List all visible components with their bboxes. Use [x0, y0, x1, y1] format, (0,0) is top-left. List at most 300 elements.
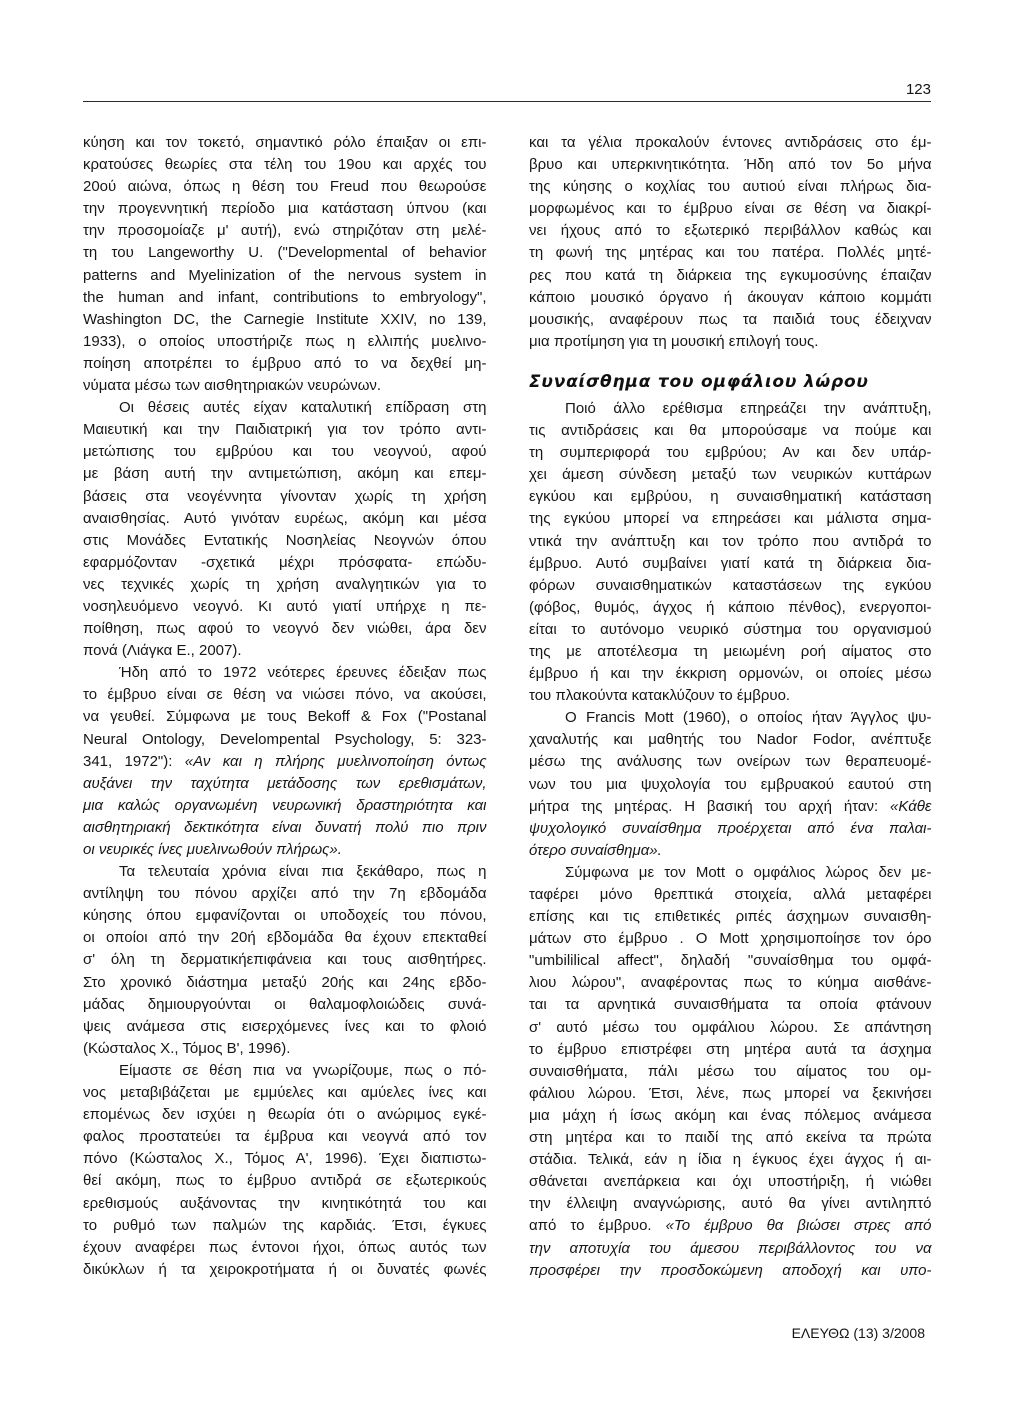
text-line [83, 331, 487, 353]
left-column [83, 132, 487, 1281]
paragraph [83, 132, 487, 397]
text-line [83, 1104, 487, 1126]
line-content [83, 795, 487, 817]
paragraph [529, 132, 932, 353]
text-run: 20ού αιώνα, όπως η θέση του Freud που θεωρούσε [83, 178, 487, 196]
line-content [83, 265, 487, 287]
text-line [83, 994, 487, 1016]
header-rule [83, 101, 931, 102]
line-content [83, 1215, 487, 1237]
line-content [83, 1082, 487, 1104]
text-line [529, 1083, 932, 1105]
text-line [83, 132, 487, 154]
text-line [529, 972, 932, 994]
text-line [529, 442, 932, 464]
text-line [83, 265, 487, 287]
text-run: νων του μια ψυχολογία του εμβρυακού εαυτού στη [529, 775, 932, 793]
text-line [529, 1193, 932, 1215]
text-line [83, 1126, 487, 1148]
text-line [83, 817, 487, 839]
line-content [529, 1149, 932, 1171]
text-line [529, 707, 932, 729]
line-content [529, 884, 932, 906]
text-line [529, 1017, 932, 1039]
line-content [83, 949, 487, 971]
line-content [83, 287, 487, 309]
text-line [529, 154, 932, 176]
text-line [83, 861, 487, 883]
line-content [83, 729, 487, 751]
text-line [83, 640, 487, 662]
text-run: με βάση αυτή την αντιμετώπιση, ακόμη και επεμ- [83, 465, 487, 483]
line-content [83, 972, 487, 994]
page-number: 123 [905, 81, 931, 98]
text-line [529, 994, 932, 1016]
text-run: Neural Ontology, Develompental Psychology, 5: 323- [83, 730, 487, 748]
text-line [529, 641, 932, 663]
text-run: στάδια. Τελικά, εάν η ίδια η έγκυος έχει άγχος ή αι- [529, 1151, 932, 1169]
text-line [529, 553, 932, 575]
line-content [529, 729, 932, 751]
text-run: Σύμφωνα με τον Mott ο ομφάλιος λώρος δεν με- [565, 863, 932, 881]
line-content [529, 242, 932, 264]
line-content [529, 287, 932, 309]
line-content [83, 419, 487, 441]
text-line [83, 242, 487, 264]
text-line [83, 1148, 487, 1170]
text-line [83, 1215, 487, 1237]
text-line [529, 774, 932, 796]
line-content [83, 530, 487, 552]
journal-issue-footer: ΕΛΕΥΘΩ (13) 3/2008 [791, 1325, 925, 1341]
text-run: κύησης όπου εμφανίζονται οι υποδοχείς του πόνου, [83, 907, 487, 925]
line-content [529, 132, 932, 154]
text-line [529, 220, 932, 242]
text-run: νει ήχους από το εξωτερικό περιβάλλον καθώς και [529, 222, 932, 240]
text-line [83, 508, 487, 530]
text-run: φόρων συναισθηματικών καταστάσεων της εγκύου [529, 576, 932, 594]
line-content [83, 883, 487, 905]
text-run: Είμαστε σε θέση πια να γνωρίζουμε, πως ο πό- [119, 1061, 487, 1079]
text-line [83, 353, 487, 375]
line-content [529, 1215, 932, 1237]
italic-text-run: ότερο συναίσθημα». [529, 841, 662, 859]
paragraph [83, 397, 487, 662]
line-content [529, 442, 932, 464]
text-run: Στο χρονικό διάστημα μεταξύ 20ής και 24ης εβδο- [83, 973, 487, 991]
line-content [529, 1193, 932, 1215]
line-content [83, 508, 487, 530]
line-content [529, 619, 932, 641]
text-line [83, 662, 487, 684]
text-run: (Κώσταλος Χ., Τόμος Β', 1996). [83, 1039, 291, 1057]
text-line [83, 773, 487, 795]
text-run: ψεις ανάμεσα στις εισερχόμενες ίνες και το φλοιό [83, 1017, 487, 1035]
text-run: "umbililical affect", δηλαδή "συναίσθημα του ομφά- [529, 952, 932, 970]
text-run: ερεθισμούς αυξάνοντας την κινητικότητά του και [83, 1194, 487, 1212]
line-content [83, 751, 487, 773]
text-line [83, 1170, 487, 1192]
line-content [83, 1237, 487, 1259]
italic-text-run: μια καλώς οργανωμένη νευρωνική δραστηριότητα και [83, 796, 487, 814]
line-content [83, 375, 381, 397]
text-line [83, 309, 487, 331]
line-content [83, 1170, 487, 1192]
text-line [529, 950, 932, 972]
text-line [83, 972, 487, 994]
text-run: δικύκλων ή τα χειροκροτήματα ή οι δυνατές φωνές [83, 1260, 487, 1278]
line-content [83, 309, 487, 331]
line-content [83, 353, 487, 375]
text-run: λιου λώρου", αναφέροντας πως το κύημα αισθάνε- [529, 974, 932, 992]
text-run: Τα τελευταία χρόνια είναι πια ξεκάθαρο, πως η [119, 863, 487, 881]
text-line [529, 508, 932, 530]
text-line [529, 1171, 932, 1193]
text-run: Μαιευτική και την Παιδιατρική για τον τρόπο αντι- [83, 421, 487, 439]
italic-text-run: την αποτυχία του άμεσου περιβάλλοντος του να [529, 1239, 932, 1257]
text-line [83, 198, 487, 220]
text-line [529, 1061, 932, 1083]
text-run: νύματα μέσω των αισθητηριακών νευρώνων. [83, 377, 382, 395]
text-run: επίσης και τις επιθετικές ριπές άσχημων συναισθη- [529, 908, 932, 926]
text-run: μια προτίμηση για τη μουσική επιλογή τους. [529, 332, 819, 350]
text-line [83, 176, 487, 198]
text-run: βρυο και υπερκινητικότητα. Ήδη από τον 5ο μήνα [529, 156, 932, 174]
text-line [83, 154, 487, 176]
line-content [83, 618, 487, 640]
line-content [529, 1171, 932, 1193]
text-run: του πλακούντα κατακλύζουν το έμβρυο. [529, 687, 791, 705]
line-content [83, 132, 487, 154]
text-run: έμβρυο. Αυτό συμβαίνει γιατί κατά τη διάρκεια δια- [529, 554, 932, 572]
italic-text-run: προσφέρει την προσδοκώμενη αποδοχή και υπο- [529, 1261, 932, 1279]
text-line [529, 575, 932, 597]
line-content [83, 1193, 487, 1215]
text-line [83, 1237, 487, 1259]
line-content [83, 817, 487, 839]
text-line [83, 751, 487, 773]
text-line [83, 463, 487, 485]
text-line [83, 729, 487, 751]
text-run: Ποιό άλλο ερέθισμα επηρεάζει την ανάπτυξη, [565, 399, 932, 417]
line-content [83, 684, 487, 706]
italic-text-run: «Αν και η πλήρης μυελινοποίηση όντως [184, 752, 487, 770]
text-run: της με αποτέλεσμα τη μειωμένη ροή αίματος στο [529, 642, 932, 660]
line-content [529, 508, 932, 530]
line-content [529, 751, 932, 773]
line-content [119, 662, 487, 684]
line-content [83, 706, 487, 728]
text-run: από το έμβρυο. [529, 1217, 666, 1235]
line-content [83, 154, 487, 176]
text-run: μάτων στο έμβρυο . Ο Mott χρησιμοποίησε τον όρο [529, 930, 932, 948]
line-content [529, 154, 932, 176]
line-content [83, 463, 487, 485]
text-run: 341, 1972"): [83, 752, 185, 770]
line-content [529, 685, 790, 707]
line-content [83, 1104, 487, 1126]
text-run: κάποιο μουσικό όργανο ή άκουγαν κάποιο κομμάτι [529, 288, 932, 306]
paragraph [529, 398, 932, 707]
line-content [119, 1060, 487, 1082]
text-run: the human and infant, contributions to embryology", [83, 288, 487, 306]
line-content [83, 486, 487, 508]
text-run: ποίηση αποτρέπει το έμβρυο από το να δεχθεί μη- [83, 354, 487, 372]
text-run: στις Μονάδες Εντατικής Νοσηλείας Νεογνών όπου [83, 531, 487, 549]
line-content [83, 1148, 487, 1170]
line-content [83, 905, 487, 927]
text-line [529, 486, 932, 508]
text-run: της κύησης ο κοχλίας του αυτιού είναι πλήρως δια- [529, 178, 932, 196]
text-line [83, 596, 487, 618]
italic-text-run: «Κάθε [890, 797, 932, 815]
text-line [529, 198, 932, 220]
text-line [529, 1215, 932, 1237]
line-content [83, 994, 487, 1016]
line-content [529, 950, 932, 972]
line-content [565, 398, 932, 420]
line-content [529, 220, 932, 242]
text-line [83, 1259, 487, 1281]
text-line [529, 928, 932, 950]
line-content [83, 441, 487, 463]
text-run: φαλος προστατεύει τα έμβρυα και νεογνά από τον [83, 1128, 487, 1146]
text-line [529, 862, 932, 884]
line-content [83, 1126, 487, 1148]
text-line [83, 1082, 487, 1104]
section-heading: Συναίσθημα του ομφάλιου λώρου [529, 371, 869, 392]
text-run: πονά (Λιάγκα Ε., 2007). [83, 642, 242, 660]
text-line [83, 905, 487, 927]
text-run: εγκύου και εμβρύου, η συναισθηματική κατάσταση [529, 488, 932, 506]
text-line [83, 530, 487, 552]
line-content [529, 553, 932, 575]
line-content [529, 486, 932, 508]
line-content [529, 1260, 932, 1282]
text-run: εφαρμόζονταν -σχετικά μέχρι πρόσφατα- επώδυ- [83, 553, 487, 571]
line-content [529, 575, 932, 597]
text-line [83, 419, 487, 441]
line-content [83, 1016, 487, 1038]
text-run: την έλλειψη αναγνώρισης, αυτό θα γίνει αντιληπτό [529, 1195, 932, 1213]
text-line [529, 619, 932, 641]
text-line [529, 176, 932, 198]
text-line [83, 1016, 487, 1038]
line-content [529, 597, 932, 619]
text-line [529, 818, 932, 840]
text-run: χει άμεση σύνδεση μεταξύ των νευρικών κυττάρων [529, 466, 932, 484]
text-run: νος μεταβιβάζεται με εμμύελες και αμύελες ίνες και [83, 1084, 487, 1102]
text-run: βάσεις στα νεογέννητα γίνονταν χωρίς τη χρήση [83, 487, 487, 505]
italic-text-run: αισθητηριακή δεκτικότητα είναι δυνατή πολύ πιο πριν [83, 818, 487, 836]
text-run: νοσηλευόμενο νεογνό. Κι αυτό γιατί υπήρχε η πε- [83, 597, 487, 615]
text-line [83, 927, 487, 949]
line-content [83, 1259, 487, 1281]
line-content [83, 242, 487, 264]
text-line [83, 1038, 487, 1060]
text-line [529, 1105, 932, 1127]
line-content [83, 1038, 290, 1060]
text-run: Washington DC, the Carnegie Institute XXIV, no 139, [83, 310, 487, 328]
line-content [529, 1017, 932, 1039]
text-line [529, 132, 932, 154]
line-content [529, 1083, 932, 1105]
line-content [565, 862, 932, 884]
text-run: θεί ακόμη, πως το έμβρυο αντιδρά σε εξωτερικούς [83, 1172, 487, 1190]
text-run: πόνο (Κώσταλος Χ., Τόμος Α', 1996). Έχει διαπιστω- [83, 1150, 487, 1168]
line-content [529, 176, 932, 198]
line-content [529, 1105, 932, 1127]
text-run: μουσικής, αναφέρουν πως τα παιδιά τους έδειχναν [529, 310, 932, 328]
paragraph [83, 662, 487, 861]
text-run: της εγκύου μπορεί να επηρεάσει και μάλιστα σημα- [529, 510, 932, 528]
text-line [529, 420, 932, 442]
line-content [83, 640, 242, 662]
text-run: μια μάχη ή ίσως ακόμη και ένας πόλεμος ανάμεσα [529, 1106, 932, 1124]
text-line [529, 796, 932, 818]
text-run: τη φωνή της μητέρας και του πατέρα. Πολλές μητέ- [529, 244, 932, 262]
text-line [529, 265, 932, 287]
text-line [83, 684, 487, 706]
text-line [83, 839, 487, 861]
line-content [529, 309, 932, 331]
text-line [529, 531, 932, 553]
text-line [529, 729, 932, 751]
text-run: την προσομοίαζε μ' αυτή), ενώ στηριζόταν στη μελέ- [83, 222, 487, 240]
line-content [529, 1238, 932, 1260]
text-line [83, 486, 487, 508]
text-line [529, 906, 932, 928]
right-column [529, 132, 932, 1282]
text-run: μέσω της ανάλυσης των ονείρων των θεραπευομέ- [529, 753, 932, 771]
paragraph [83, 861, 487, 1060]
line-content [529, 818, 932, 840]
italic-text-run: οι νευρικές ίνες μυελινωθούν πλήρως». [83, 841, 342, 858]
line-content [529, 1061, 932, 1083]
text-line [529, 331, 932, 353]
text-line [529, 309, 932, 331]
text-line [529, 597, 932, 619]
text-line [83, 375, 487, 397]
text-run: Οι θέσεις αυτές είχαν καταλυτική επίδραση στη [119, 399, 487, 417]
paragraph [83, 1060, 487, 1281]
text-run: μετώπισης του εμβρύου και του νεογνού, αφού [83, 443, 487, 461]
text-run: κρατούσες θεωρίες στα τέλη του 19ου και αρχές του [83, 156, 487, 174]
text-run: συναισθήματα, πάλι μέσω του αίματος του ομ- [529, 1062, 932, 1080]
text-line [529, 751, 932, 773]
text-line [529, 663, 932, 685]
line-content [83, 773, 487, 795]
text-line [83, 574, 487, 596]
text-run: μήτρα της μητέρας. Η βασική του αρχή ήταν: [529, 797, 891, 815]
text-line [529, 685, 932, 707]
line-content [529, 928, 932, 950]
text-line [83, 220, 487, 242]
line-content [83, 220, 487, 242]
text-line [83, 883, 487, 905]
text-line [83, 706, 487, 728]
line-content [83, 927, 487, 949]
line-content [565, 707, 932, 729]
text-run: νες τεχνικές χωρίς τη χρήση αναλγητικών για το [83, 575, 487, 593]
text-line [529, 1260, 932, 1282]
text-run: (φόβος, θυμός, άγχος ή κάποιο πένθος), ενεργοποι- [529, 598, 932, 616]
text-line [83, 397, 487, 419]
text-run: ρες που κατά τη διάρκεια της εγκυμοσύνης έπαιζαν [529, 266, 932, 284]
text-run: οι οποίοι από την 20ή εβδομάδα θα έχουν επεκταθεί [83, 929, 487, 947]
line-content [529, 774, 932, 796]
line-content [529, 796, 932, 818]
text-line [83, 552, 487, 574]
text-run: την προγεννητική περίοδο μια κατάσταση ύπνου (και [83, 200, 487, 218]
text-run: να γευθεί. Σύμφωνα με τους Bekoff & Fox ("Postanal [83, 708, 487, 726]
text-line [83, 1060, 487, 1082]
text-run: μάδας δημιουργούνται οι θαλαμοφλοιώδεις συνά- [83, 995, 487, 1013]
italic-text-run: αυξάνει την ταχύτητα μετάδοσης των ερεθισμάτων, [83, 774, 487, 792]
text-line [83, 287, 487, 309]
text-line [529, 242, 932, 264]
paragraph [529, 862, 932, 1282]
italic-text-run: ψυχολογικό συναίσθημα προέρχεται από ένα παλαι- [529, 819, 932, 837]
text-run: ταφέρει μόνο θρεπτικά στοιχεία, αλλά μεταφέρει [529, 886, 932, 903]
line-content [83, 574, 487, 596]
line-content [83, 839, 342, 861]
text-line [529, 287, 932, 309]
text-run: έχουν αναφέρει πως έντονοι ήχοι, όπως αυτός των [83, 1238, 487, 1256]
text-line [529, 398, 932, 420]
text-line [83, 949, 487, 971]
line-content [529, 531, 932, 553]
text-run: αναισθησίας. Αυτό γινόταν ευρέως, ακόμη και μέσα [83, 509, 487, 527]
text-run: τις αντιδράσεις και θα μπορούσαμε να πούμε και [529, 422, 932, 440]
line-content [529, 420, 932, 442]
text-line [83, 618, 487, 640]
text-run: κύηση και τον τοκετό, σημαντικό ρόλο έπαιξαν οι επι- [83, 134, 487, 151]
text-run: σ' όλη τη δερματικήεπιφάνεια και τους αισθητήρες. [83, 951, 487, 969]
text-run: είται το αυτόνομο νευρικό σύστημα του οργανισμού [529, 620, 932, 638]
text-run: αντίληψη του πόνου αρχίζει από την 7η εβδομάδα [83, 885, 487, 903]
line-content [83, 552, 487, 574]
line-content [529, 1127, 932, 1149]
text-run: Ο Francis Mott (1960), ο οποίος ήταν Άγγλος ψυ- [565, 709, 932, 727]
text-run: patterns and Myelinization of the nervous system in [83, 266, 487, 284]
line-content [529, 994, 932, 1016]
text-line [529, 1149, 932, 1171]
line-content [529, 331, 818, 353]
text-run: τη του Langeworthy U. ("Developmental of behavior [83, 244, 487, 262]
text-line [529, 884, 932, 906]
text-run: επομένως δεν ισχύει η θεωρία ότι ο ανώριμος εγκέ- [83, 1106, 487, 1124]
text-line [529, 1127, 932, 1149]
text-line [83, 1193, 487, 1215]
text-run: το έμβρυο επιστρέφει στη μητέρα αυτά τα άσχημα [529, 1040, 932, 1058]
text-run: έμβρυο ή και την έκκριση ορμονών, οι οποίες μέσω [529, 665, 932, 683]
text-run: στη μητέρα και το παιδί της από εκείνα τα πρώτα [529, 1129, 932, 1147]
line-content [83, 198, 487, 220]
line-content [529, 265, 932, 287]
line-content [529, 840, 662, 862]
text-run: ποίθηση, πως αφού το νεογνό δεν νιώθει, άρα δεν [83, 620, 487, 638]
line-content [529, 464, 932, 486]
text-run: 1933), ο οποίος υποστήριζε πως η ελλιπής μυελινο- [83, 332, 487, 350]
line-content [119, 397, 487, 419]
text-line [529, 840, 932, 862]
line-content [83, 596, 487, 618]
paragraph [529, 707, 932, 862]
text-run: το έμβρυο είναι σε θέση να νιώσει πόνο, να ακούσει, [83, 686, 487, 704]
line-content [529, 1039, 932, 1061]
line-content [119, 861, 487, 883]
